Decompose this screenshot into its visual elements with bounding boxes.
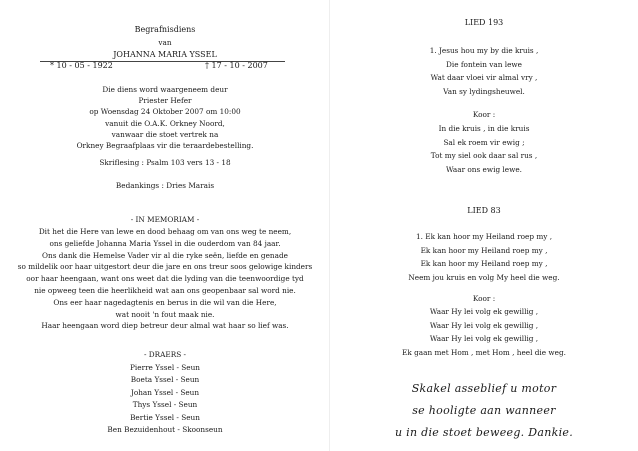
bearer-item: Bertie Yssel - Seun [130,412,200,422]
service-line: vanuit die O.A.K. Orkney Noord, [105,118,225,128]
bearers-list [0,362,330,436]
thanks: Bedankings : Dries Marais [115,181,215,190]
hymn2-title: LIED 83 [467,206,501,215]
service-details [0,84,330,151]
bearer-item: Ben Bezuidenhout - Skoonseun [107,425,223,435]
right-page [330,0,638,451]
bearer-item: Pierre Yssel - Seun [130,363,200,372]
notice-line: Skakel asseblief u motor [411,382,557,395]
hymn-line: In die kruis , in die kruis [438,124,530,133]
bearer-item: Johan Yssel - Seun [130,387,200,397]
hymn-line: Tot my siel ook daar sal rus , [430,151,538,160]
hymn1-verse [330,44,638,98]
hymn2-chorus [330,305,638,359]
bearer-item: Boeta Yssel - Seun [130,375,200,385]
memoriam-line: Haar heengaan word diep betreur deur almal wat haar so lief was. [41,321,289,331]
memoriam-line: Dit het die Here van lewe en dood behaag om van ons weg te neem, [38,227,292,236]
hymn1-title: LIED 193 [464,18,504,27]
service-line: op Woensdag 24 Oktober 2007 om 10:00 [89,107,241,117]
hymn2-verse [330,230,638,284]
memoriam-text [0,226,350,332]
memoriam-line: nie opweeg teen die heerlikheid wat aan ons geopenbaar sal word nie. [34,285,296,295]
hymn-line: Ek kan hoor my Heiland roep my , [420,259,548,268]
death-date: † 17 - 10 - 2007 [205,61,268,70]
van-label: van [158,38,172,47]
hymn-line: Neem jou kruis en volg My heel die weg. [408,272,560,282]
scripture-reading: Skriflesing : Psalm 103 vers 13 - 18 [99,158,231,167]
hymn-line: 1. Jesus hou my by die kruis , [429,46,539,55]
bearer-item: Thys Yssel - Seun [132,400,198,410]
service-title: Begrafnisdiens [134,25,196,34]
hymn1-chorus [330,122,638,176]
memoriam-line: Ons dank die Hemelse Vader vir al die ryke seën, liefde en genade [42,250,288,260]
memoriam-line: Ons eer haar nagedagtenis en berus in die wil van die Here, [53,297,277,307]
hymn-line: Waar Hy lei volg ek gewillig , [429,320,539,330]
hymn-line: 1. Ek kan hoor my Heiland roep my , [415,232,553,241]
memoriam-line: oor haar heengaan, want ons weet dat die lyding van die teenwoordige tyd [26,274,304,284]
memoriam-line: so mildelik oor haar uitgestort deur die jare en ons treur soos gelowige kinders [17,262,313,272]
bearers-heading: - DRAERS - [143,350,186,359]
hymn-line: Ek gaan met Hom , met Hom , heel die weg. [402,347,566,357]
service-line: Die diens word waargeneem deur [102,85,228,94]
headlights-notice [330,378,638,444]
memoriam-heading: - IN MEMORIAM - [130,215,200,224]
hymn-line: Waar Hy lei volg ek gewillig , [429,334,539,343]
hymn2-chorus-label: Koor : [472,294,496,303]
service-line: vanwaar die stoet vertrek na [111,129,219,139]
memoriam-line: wat nooit 'n fout maak nie. [115,309,215,319]
hymn-line: Sal ek roem vir ewig ; [443,137,525,147]
service-line: Priester Hefer [138,96,192,106]
birth-date: * 10 - 05 - 1922 [50,61,113,70]
hymn-line: Van sy lydingsheuwel. [443,86,525,96]
notice-line: u in die stoet beweeg. Dankie. [394,426,574,439]
hymn1-chorus-label: Koor : [472,110,496,119]
service-line: Orkney Begraafplaas vir die teraardebestelling. [76,141,254,151]
hymn-line: Waar ons ewig lewe. [446,164,522,174]
hymn-line: Ek kan hoor my Heiland roep my , [420,245,548,255]
memoriam-line: ons geliefde Johanna Maria Yssel in die ouderdom van 84 jaar. [49,238,281,248]
hymn-line: Wat daar vloei vir almal vry , [430,73,538,82]
hymn-line: Waar Hy lei volg ek gewillig , [429,307,539,316]
hymn-line: Die fontein van lewe [446,59,522,69]
deceased-name: JOHANNA MARIA YSSEL [113,50,217,59]
notice-line: se hooligte aan wanneer [412,404,556,417]
